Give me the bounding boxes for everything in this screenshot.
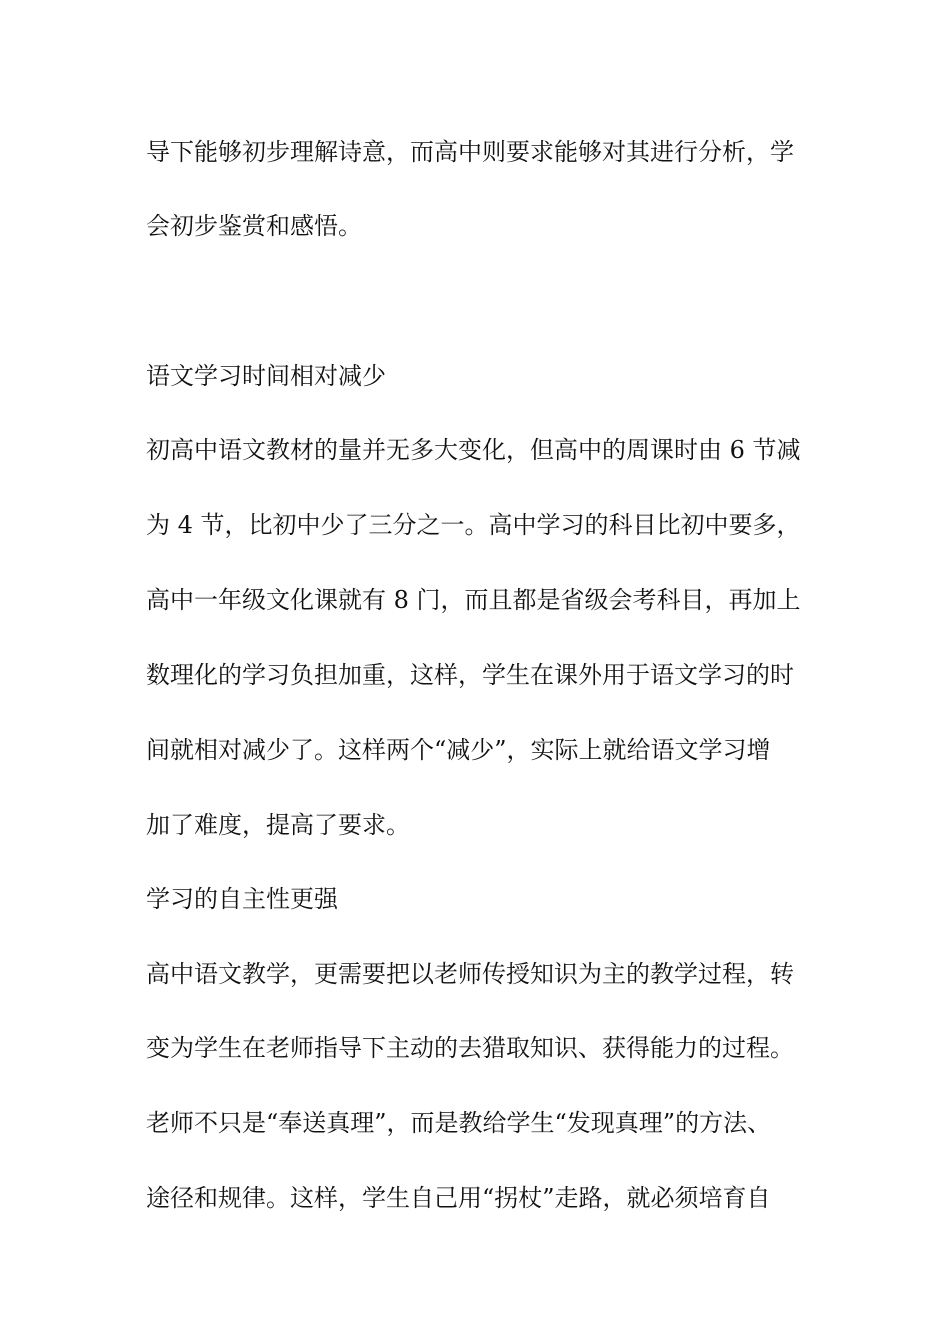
paragraph-line: 初高中语文教材的量并无多大变化，但高中的周课时由 6 节减	[146, 436, 801, 464]
paragraph-line: 变为学生在老师指导下主动的去猎取知识、获得能力的过程。	[146, 1034, 794, 1062]
paragraph-line: 会初步鉴赏和感悟。	[146, 212, 362, 240]
paragraph-line: 高中语文教学，更需要把以老师传授知识为主的教学过程，转	[146, 960, 794, 988]
paragraph-line: 老师不只是“奉送真理”，而是教给学生“发现真理”的方法、	[146, 1109, 772, 1137]
paragraph-line: 间就相对减少了。这样两个“减少”，实际上就给语文学习增	[146, 736, 771, 764]
paragraph-line: 高中一年级文化课就有 8 门，而且都是省级会考科目，再加上	[146, 586, 801, 614]
paragraph-line: 途径和规律。这样，学生自己用“拐杖”走路，就必须培育自	[146, 1184, 771, 1212]
section-heading: 学习的自主性更强	[146, 885, 338, 913]
section-heading: 语文学习时间相对减少	[146, 362, 386, 390]
paragraph-line: 导下能够初步理解诗意，而高中则要求能够对其进行分析，学	[146, 138, 794, 166]
paragraph-line: 加了难度，提高了要求。	[146, 811, 410, 839]
paragraph-line: 数理化的学习负担加重，这样，学生在课外用于语文学习的时	[146, 661, 794, 689]
paragraph-line: 为 4 节，比初中少了三分之一。高中学习的科目比初中要多，	[146, 511, 801, 539]
